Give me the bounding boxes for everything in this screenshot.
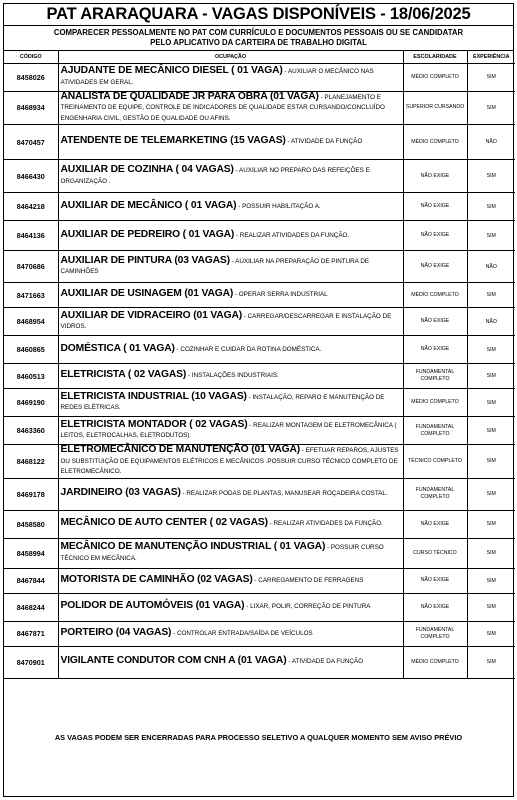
job-occupation — [58, 510, 403, 538]
table-row — [4, 478, 515, 510]
job-experience: SIM — [467, 538, 515, 568]
job-occupation — [58, 389, 403, 417]
job-separator: - — [246, 393, 253, 401]
table-row — [4, 510, 515, 538]
job-occupation — [58, 91, 403, 125]
job-separator: - — [229, 257, 236, 265]
job-occupation — [58, 593, 403, 621]
job-title: AUXILIAR DE PINTURA (03 VAGAS) — [60, 254, 230, 266]
job-education: NÃO EXIGE — [403, 160, 467, 193]
job-description: REALIZAR ATIVIDADES DA FUNÇÃO. — [273, 520, 383, 528]
job-title: AUXILIAR DE USINAGEM (01 VAGA) — [60, 288, 234, 300]
job-occupation — [58, 221, 403, 251]
job-description: COZINHAR E CUIDAR DA ROTINA DOMÉSTICA. — [180, 345, 322, 353]
job-separator: - — [300, 447, 306, 454]
job-title: MECÂNICO DE MANUTENÇÃO INDUSTRIAL ( 01 VAGA) — [60, 541, 326, 552]
table-row — [4, 283, 515, 308]
job-description: POSSUIR CURSO TÉCNICO EM MECÂNICA. — [60, 544, 384, 562]
job-separator: - — [233, 291, 239, 299]
job-code: 8460513 — [4, 364, 58, 389]
job-separator: - — [171, 629, 177, 637]
job-separator: - — [186, 372, 192, 380]
job-occupation — [58, 336, 403, 364]
job-description: CARREGAMENTO DE FERRAGENS — [258, 576, 364, 584]
job-experience: SIM — [467, 389, 515, 417]
job-description: OPERAR SERRA INDUSTRIAL — [238, 291, 328, 299]
job-experience: NÃO — [467, 308, 515, 336]
job-education: MÉDIO COMPLETO — [403, 125, 467, 160]
job-occupation — [58, 160, 403, 193]
job-code: 8468934 — [4, 91, 58, 125]
job-education: NÃO EXIGE — [403, 568, 467, 593]
job-separator: - — [286, 658, 292, 666]
table-row — [4, 538, 515, 568]
job-code: 8469190 — [4, 389, 58, 417]
table-row — [4, 389, 515, 417]
job-experience: SIM — [467, 478, 515, 510]
job-education: NÃO EXIGE — [403, 221, 467, 251]
job-title: MECÂNICO DE AUTO CENTER ( 02 VAGAS) — [60, 517, 268, 529]
job-title: ELETROMECÂNICO DE MANUTENÇÃO (01 VAGA) — [60, 444, 301, 455]
job-title: JARDINEIRO (03 VAGAS) — [60, 487, 181, 499]
job-experience: SIM — [467, 336, 515, 364]
job-code: 8468244 — [4, 593, 58, 621]
job-description: ATIVIDADE DA FUNÇÃO — [290, 138, 363, 146]
job-code: 8466430 — [4, 160, 58, 193]
job-education: NÃO EXIGE — [403, 251, 467, 283]
job-code: 8467871 — [4, 621, 58, 646]
job-experience: SIM — [467, 160, 515, 193]
job-separator: - — [242, 312, 248, 320]
job-experience: SIM — [467, 593, 515, 621]
job-education: NÃO EXIGE — [403, 193, 467, 221]
job-description: ATIVIDADE DA FUNÇÃO — [291, 658, 364, 666]
job-education: MÉDIO COMPLETO — [403, 389, 467, 417]
table-row — [4, 63, 515, 91]
column-header-code: CÓDIGO — [4, 51, 58, 63]
job-title: AUXILIAR DE VIDRACEIRO (01 VAGA) — [60, 309, 243, 321]
table-row — [4, 221, 515, 251]
job-description: POSSUIR HABILITAÇÃO A. — [242, 202, 321, 210]
job-occupation — [58, 417, 403, 445]
job-separator: - — [233, 167, 240, 174]
job-education: TÉCNICO COMPLETO — [403, 445, 467, 479]
job-title: ANALISTA DE QUALIDADE JR PARA OBRA (01 VAGA) — [60, 90, 319, 102]
job-experience: SIM — [467, 63, 515, 91]
job-code: 8468122 — [4, 445, 58, 479]
job-education: FUNDAMENTAL COMPLETO — [403, 364, 467, 389]
job-separator: - — [252, 576, 259, 584]
job-experience: SIM — [467, 568, 515, 593]
table-row — [4, 593, 515, 621]
job-code: 8469178 — [4, 478, 58, 510]
table-row — [4, 308, 515, 336]
table-row — [4, 568, 515, 593]
page-title: PAT ARARAQUARA - VAGAS DISPONÍVEIS - 18/06/2025 — [4, 4, 513, 26]
job-separator: - — [247, 421, 254, 429]
job-education: NÃO EXIGE — [403, 510, 467, 538]
job-description: INSTALAÇÃO, REPARO E MANUTENÇÃO DE REDES ELÉTRICAS. — [60, 393, 385, 411]
job-description: REALIZAR PODAS DE PLANTAS, MANUSEAR ROÇADEIRA COSTAL. — [186, 490, 388, 498]
job-description: AUXILIAR NO PREPARO DAS REFEIÇÕES E ORGANIZAÇÃO . — [60, 167, 370, 185]
job-code: 8467844 — [4, 568, 58, 593]
job-education: NÃO EXIGE — [403, 308, 467, 336]
job-code: 8458580 — [4, 510, 58, 538]
job-education: MÉDIO COMPLETO — [403, 646, 467, 678]
job-description: LIXAR, POLIR, CORREÇÃO DE PINTURA — [250, 603, 371, 611]
job-experience: SIM — [467, 193, 515, 221]
column-header-education: ESCOLARIDADE — [403, 51, 467, 63]
job-description: EFETUAR REPAROS, AJUSTES OU SUBSTITUIÇÃO DE EQUIPAMENTOS ELÉTRICOS E MECÂNICOS .POSSUIR CURSO TÉCNICO COMPLETO DE ELETROMECÂNICO. — [60, 447, 399, 475]
job-education: FUNDAMENTAL COMPLETO — [403, 621, 467, 646]
table-header-row — [4, 51, 515, 63]
job-code: 8471663 — [4, 283, 58, 308]
table-row — [4, 91, 515, 125]
job-separator: - — [234, 231, 240, 239]
job-separator: - — [325, 544, 331, 551]
job-occupation — [58, 308, 403, 336]
job-title: AUXILIAR DE COZINHA ( 04 VAGAS) — [60, 164, 234, 175]
job-title: ELETRICISTA MONTADOR ( 02 VAGAS) — [60, 418, 248, 430]
job-title: AUXILIAR DE MECÂNICO ( 01 VAGA) — [60, 199, 237, 211]
job-title: ATENDENTE DE TELEMARKETING (15 VAGAS) — [60, 135, 286, 147]
job-description: CARREGAR/DESCARREGAR E INSTALAÇÃO DE VIDROS. — [60, 312, 392, 330]
table-row — [4, 193, 515, 221]
job-title: POLIDOR DE AUTOMÓVEIS (01 VAGA) — [60, 600, 245, 612]
job-description: CONTROLAR ENTRADA/SAÍDA DE VEÍCULOS — [176, 629, 313, 637]
job-separator: - — [318, 93, 325, 101]
job-title: VIGILANTE CONDUTOR COM CNH A (01 VAGA) — [60, 655, 287, 667]
vacancies-table — [4, 51, 515, 679]
table-row — [4, 160, 515, 193]
job-experience: SIM — [467, 221, 515, 251]
job-experience: NÃO — [467, 125, 515, 160]
job-occupation — [58, 445, 403, 479]
job-separator: - — [236, 202, 243, 210]
job-listing-sheet — [3, 3, 514, 797]
job-code: 8463360 — [4, 417, 58, 445]
job-title: MOTORISTA DE CAMINHÃO (02 VAGAS) — [60, 573, 253, 585]
job-education: SUPERIOR CURSANDO — [403, 91, 467, 125]
job-separator: - — [285, 138, 291, 146]
job-education: NÃO EXIGE — [403, 336, 467, 364]
job-title: DOMÉSTICA ( 01 VAGA) — [60, 342, 175, 354]
job-code: 8470686 — [4, 251, 58, 283]
job-description: REALIZAR ATIVIDADES DA FUNÇÃO. — [239, 231, 350, 239]
job-title: AUXILIAR DE PEDREIRO ( 01 VAGA) — [60, 228, 235, 240]
job-code: 8470901 — [4, 646, 58, 678]
job-separator: - — [267, 520, 274, 528]
job-occupation — [58, 568, 403, 593]
job-description: REALIZAR MONTAGEM DE ELETROMECÂNICA ( LEITOS, ELETROCALHAS, ELETRODUTOS). — [60, 421, 397, 439]
job-code: 8460865 — [4, 336, 58, 364]
job-occupation — [58, 251, 403, 283]
table-row — [4, 445, 515, 479]
table-row — [4, 417, 515, 445]
job-description: AUXILIAR NA PREPARAÇÃO DE PINTURA DE CAMINHÕES — [60, 257, 370, 275]
job-experience: SIM — [467, 364, 515, 389]
job-occupation — [58, 63, 403, 91]
table-row — [4, 646, 515, 678]
job-education: FUNDAMENTAL COMPLETO — [403, 417, 467, 445]
job-code: 8470457 — [4, 125, 58, 160]
job-title: ELETRICISTA INDUSTRIAL (10 VAGAS) — [60, 390, 247, 402]
job-occupation — [58, 621, 403, 646]
job-experience: SIM — [467, 445, 515, 479]
job-occupation — [58, 193, 403, 221]
job-code: 8464218 — [4, 193, 58, 221]
table-row — [4, 125, 515, 160]
job-code: 8468954 — [4, 308, 58, 336]
notice-line-1: COMPARECER PESSOALMENTE NO PAT COM CURRÍCULO E DOCUMENTOS PESSOAIS OU SE CANDIDATAR — [53, 28, 464, 37]
job-title: PORTEIRO (04 VAGAS) — [60, 626, 172, 638]
job-education: FUNDAMENTAL COMPLETO — [403, 478, 467, 510]
table-row — [4, 251, 515, 283]
job-occupation — [58, 538, 403, 568]
job-education: MÉDIO COMPLETO — [403, 63, 467, 91]
job-experience: SIM — [467, 283, 515, 308]
footer-disclaimer: AS VAGAS PODEM SER ENCERRADAS PARA PROCESSO SELETIVO A QUALQUER MOMENTO SEM AVISO PRÉVIO — [54, 732, 463, 742]
job-description: PLANEJAMENTO E TREINAMENTO DE EQUIPE, CONTROLE DE INDICADORES DE QUALIDADE ESTAR CURSANDO/CONCLUÍDO ENGENHARIA CIVIL, GESTÃO DE QUALIDADE OU AFINS. — [60, 93, 385, 122]
column-header-experience: EXPERIÊNCIA — [467, 51, 515, 63]
job-experience: SIM — [467, 621, 515, 646]
job-separator: - — [282, 68, 288, 75]
job-separator: - — [244, 603, 251, 611]
job-occupation — [58, 364, 403, 389]
job-occupation — [58, 646, 403, 678]
job-experience: SIM — [467, 646, 515, 678]
job-description: AUXILIAR O MECÂNICO NAS ATIVIDADES EM GERAL. — [60, 68, 374, 86]
job-education: NÃO EXIGE — [403, 593, 467, 621]
job-code: 8458026 — [4, 63, 58, 91]
job-education: CURSO TÉCNICO — [403, 538, 467, 568]
job-occupation — [58, 283, 403, 308]
job-education: MÉDIO COMPLETO — [403, 283, 467, 308]
job-separator: - — [180, 490, 187, 498]
job-code: 8464136 — [4, 221, 58, 251]
job-title: AJUDANTE DE MECÂNICO DIESEL ( 01 VAGA) — [60, 65, 283, 76]
instructions-notice — [4, 26, 513, 51]
table-row — [4, 364, 515, 389]
table-row — [4, 621, 515, 646]
job-experience: SIM — [467, 417, 515, 445]
job-experience: NÃO — [467, 251, 515, 283]
job-occupation — [58, 478, 403, 510]
table-row — [4, 336, 515, 364]
job-experience: SIM — [467, 510, 515, 538]
job-experience: SIM — [467, 91, 515, 125]
notice-line-2: PELO APLICATIVO DA CARTEIRA DE TRABALHO DIGITAL — [150, 38, 367, 47]
job-code: 8458994 — [4, 538, 58, 568]
job-title: ELETRICISTA ( 02 VAGAS) — [60, 369, 187, 381]
job-description: INSTALAÇÕES INDUSTRIAIS. — [191, 372, 279, 380]
job-separator: - — [174, 345, 181, 353]
job-occupation — [58, 125, 403, 160]
column-header-occupation: OCUPAÇÃO — [58, 51, 403, 63]
